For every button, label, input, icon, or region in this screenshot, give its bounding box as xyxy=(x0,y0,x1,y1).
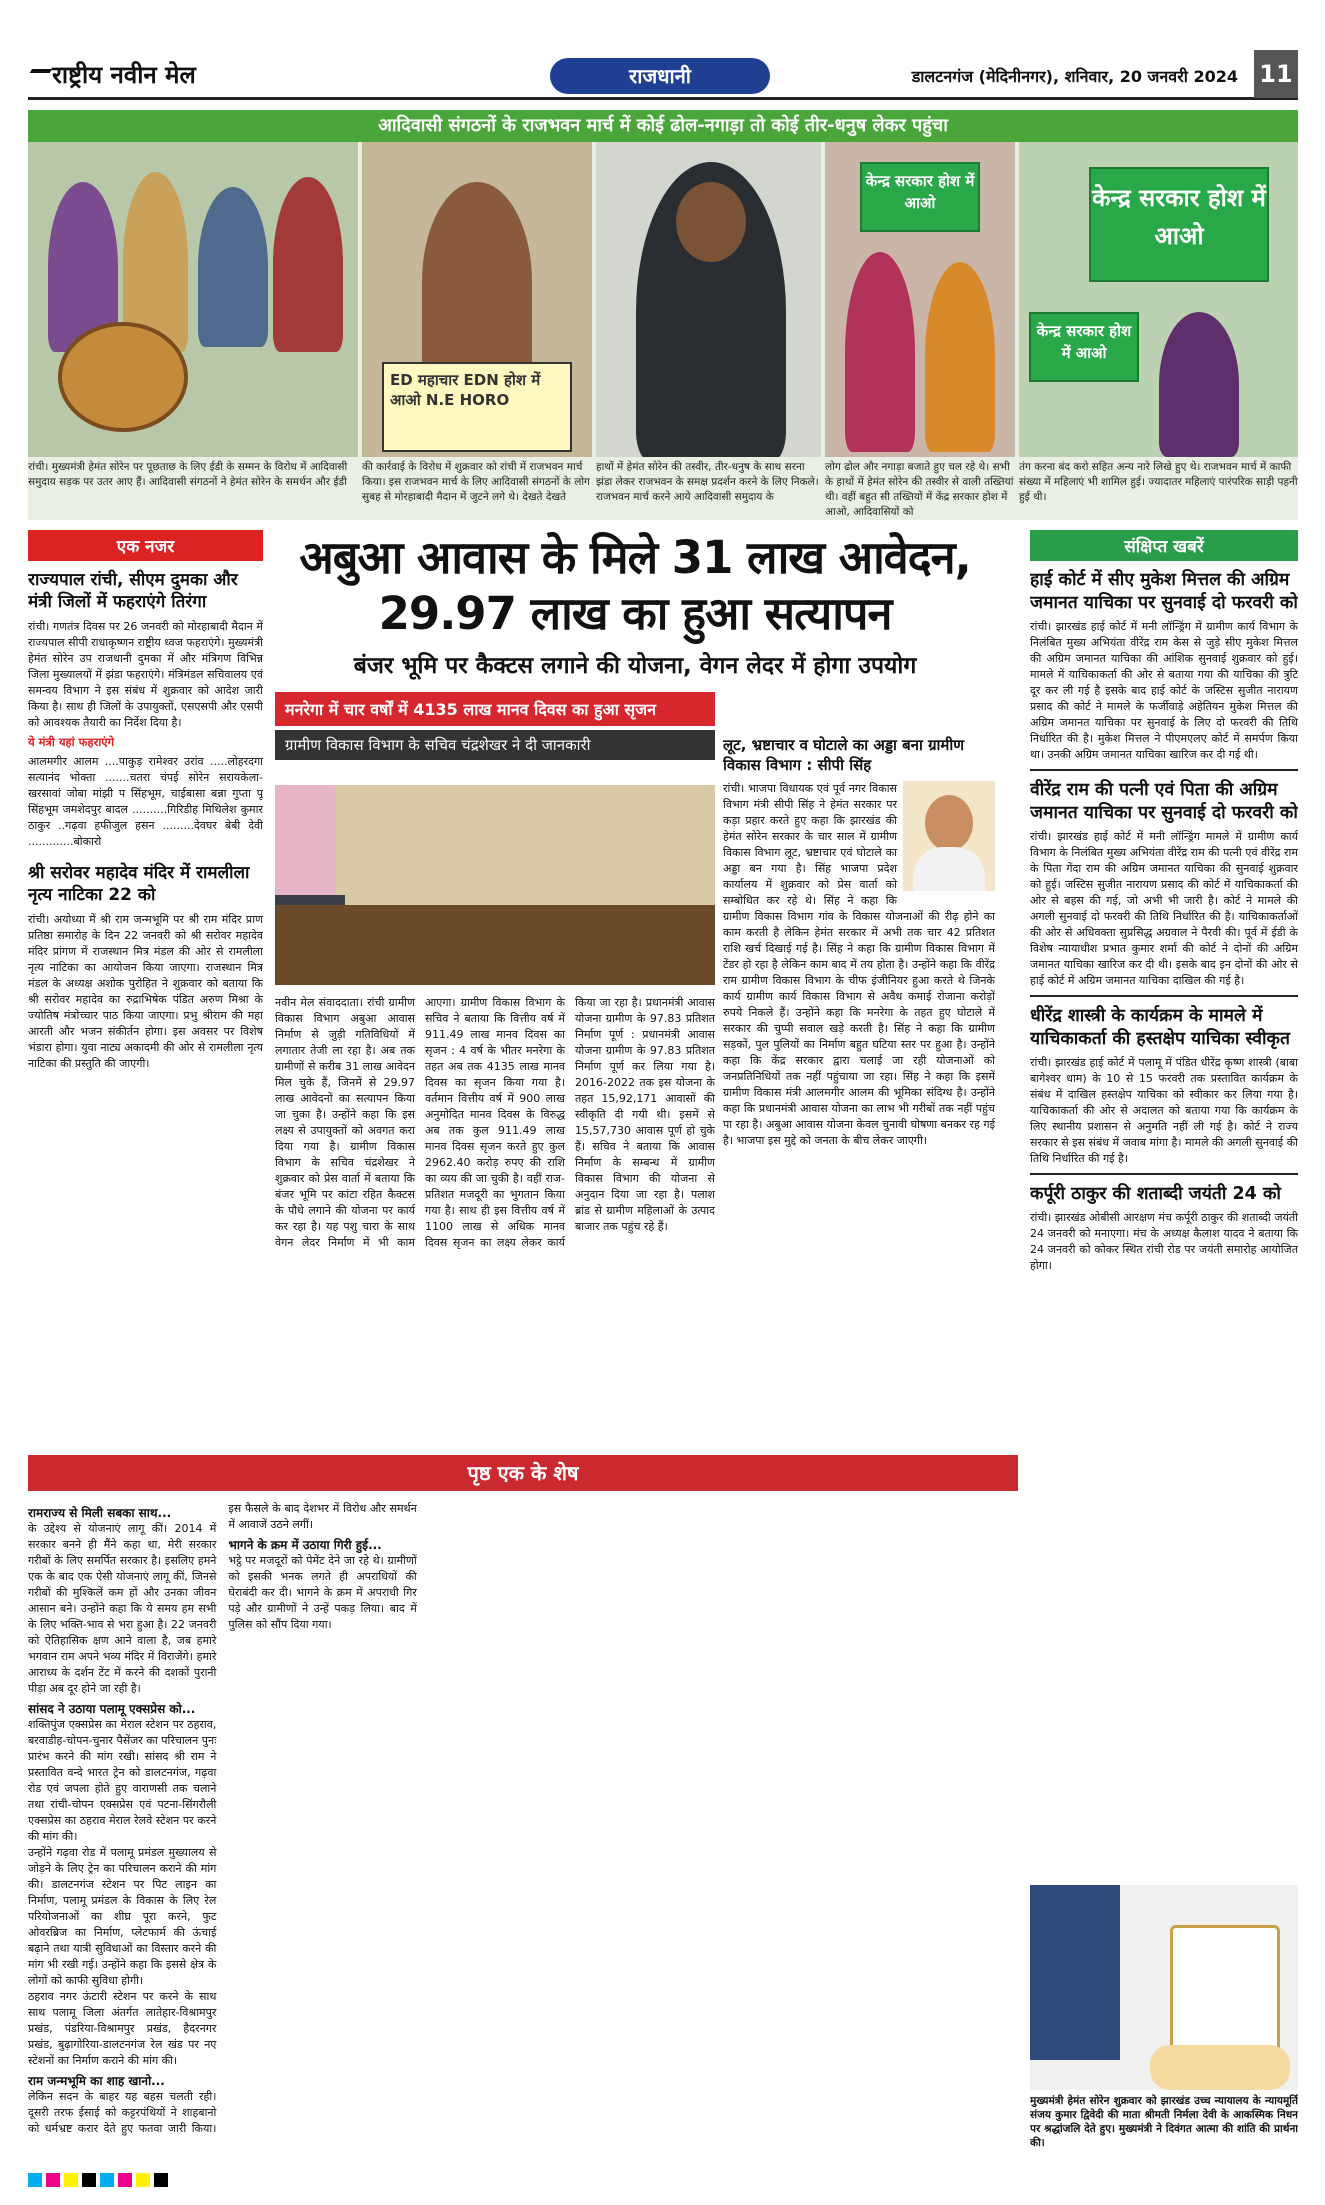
photo-caption: हाथों में हेमंत सोरेन की तस्वीर, तीर-धनुष के साथ सरना झंडा लेकर राजभवन के समक्ष प्रदर्शन करने के लिए निकले। राजभवन मार्च करने आये आदिवासी समुदाय के xyxy=(596,461,819,503)
continuation-subhead: सांसद ने उठाया पलामू एक्सप्रेस को... xyxy=(28,1702,196,1716)
photo-caption: रांची। मुख्यमंत्री हेमंत सोरेन पर पूछताछ के लिए ईडी के सम्मन के विरोध में आदिवासी समुदाय सड़क पर उतर आए हैं। आदिवासी संगठनों ने हेमंत सोरेन के समर्थन और ईडी xyxy=(28,461,348,488)
continuation-text: लेकिन सदन के बाहर यह बहस चलती रही। दूसरी तरफ ईसाई को कट्टरपंथियों ने शाहबानो को धर्मभ्रष्ट करार देते हुए फतवा जारी किया। इस फैसले के बाद देशभर में विरोध और समर्थन में आवाजें उठने लगीं। xyxy=(28,1502,417,2135)
lead-subhead: बंजर भूमि पर कैक्टस लगाने की योजना, वेगन लेदर में होगा उपयोग xyxy=(353,653,917,679)
continuation-subhead: रामराज्य से मिली सबका साथ... xyxy=(28,1506,172,1520)
photo-youth xyxy=(596,142,821,457)
brief-body: रांची। झारखंड ओबीसी आरक्षण मंच कर्पूरी ठाकुर की शताब्दी जयंती 24 जनवरी को मनाएगा। मंच के अध्यक्ष कैलाश यादव ने बताया कि 24 जनवरी को कोकर स्थित रांची रोड पर जयंती समारोह आयोजित होगा। xyxy=(1030,1211,1298,1272)
highlight-bar: मनरेगा में चार वर्षों में 4135 लाख मानव दिवस का हुआ सृजन xyxy=(275,692,715,726)
lead-headline: अबुआ आवास के मिले 31 लाख आवेदन, 29.97 लाख का हुआ सत्यापन xyxy=(299,531,971,640)
story-body: रांची। अयोध्या में श्री राम जन्मभूमि पर श्री राम मंदिर प्राण प्रतिष्ठा समारोह के दिन 22 जनवरी को श्री सरोवर महादेव मंदिर प्रांगण में राजस्थान मित्र मंडल की ओर से रामलीला नृत्य नाटिका का आयोजन किया जाएगा। राजस्थान मित्र मंडल के अध्यक्ष अशोक पुरोहित ने शुक्रवार को बताया कि श्री सरोवर महादेव का रुद्राभिषेक पंडित अरुण मिश्रा के ज्योतिष मंत्रोच्चार पाठ किया जाएगा। प्रभु श्रीराम की महा आरती और भजन संकीर्तन होगा। इस अवसर पर विशेष भंडारा होगा। युवा नाट्य अकादमी की ओर से रामलीला नृत्य नाटिका की प्रस्तुति की जाएगी। xyxy=(28,913,263,1070)
protest-sign-large: केन्द्र सरकार होश में आओ xyxy=(1089,167,1269,282)
photo-caption: तंग करना बंद करो सहित अन्य नारे लिखे हुए थे। राजभवन मार्च में काफी संख्या में महिलाएं भी शामिल हुई। ज्यादातर महिलाएं पारंपरिक साड़ी पहनी हुई थी। xyxy=(1019,461,1298,503)
side-story-body: रांची। भाजपा विधायक एवं पूर्व नगर विकास विभाग मंत्री सीपी सिंह ने हेमंत सरकार पर कड़ा प्रहार करते हुए कहा कि झारखंड की हेमंत सोरेन सरकार के चार साल में ग्रामीण विकास विभाग लूट, भ्रष्टाचार एवं घोटाले का अड्डा बन गया है। सिंह भाजपा प्रदेश कार्यालय में शुक्रवार को प्रेस वार्ता को सम्बोधित कर रहे थे। सिंह ने कहा कि ग्रामीण विकास विभाग गांव के विकास योजनाओं की रीढ़ होने का काम करती है लेकिन हेमंत सरकार में अभी तक चार 42 प्रतिशत राशि खर्च दिखाई गई है। सिंह ने कहा कि ग्रामीण विकास विभाग में टेंडर हो रहा है लेकिन काम बाद में तय होता है। उन्होंने कहा कि वीरेंद्र राम ग्रामीण विकास विभाग के चीफ इंजीनियर हुआ करते थे जिनके कार्य ग्रामीण कार्य विकास विभाग से अवैध कमाई रोजाना करोड़ों रुपये निकले हैं। उन्होंने कहा कि मनरेगा के तहत हुए घोटाले में सरकार की चुप्पी सवाल खड़े करती है। सिंह ने कहा कि ग्रामीण सड़कों, पुल पुलियों का निर्माण बहुत घटिया स्तर पर हुआ है। उन्होंने कहा कि केंद्र सरकार द्वारा चलाई जा रही योजनाओं को जनप्रतिनिधियों तक नहीं पहुंचाया जा रहा। सिंह ने कहा कि इसमें ग्रामीण विकास मंत्री आलमगीर आलम की भूमिका संदिग्ध है। उन्होंने कहा कि प्रधानमंत्री आवास योजना का लाभ भी गरीबों तक नहीं पहुंच पा रहा है। अबुआ आवास योजना केवल चुनावी घोषणा बनकर रह गई है। भाजपा इस मुद्दे को जनता के बीच लेकर जाएगी। xyxy=(723,782,995,1147)
continuation-text: उन्होंने गढ़वा रोड में पलामू प्रमंडल मुख्यालय से जोड़ने के लिए ट्रेन का परिचालन कराने की मांग की। डालटनगंज स्टेशन पर पिट लाइन का निर्माण, पलामू प्रमंडल के विकास के लिए रेल परियोजनाओं का शीघ्र पूरा करने, फुट ओवरब्रिज का निर्माण, प्लेटफार्म की ऊंचाई बढ़ाने तथा यात्री सुविधाओं का विस्तार करने की मांग भी रखी गई। उन्होंने कहा कि इससे क्षेत्र के लोगों को काफी सुविधा होगी। xyxy=(28,1846,217,1987)
photo-protester-placard xyxy=(362,142,592,457)
section-tag: एक नजर xyxy=(28,530,263,561)
photo-band xyxy=(28,110,1298,520)
continuation-section xyxy=(28,1455,1018,2160)
condolence-photo xyxy=(1030,1885,1298,2090)
continuation-heading: पृष्ठ एक के शेष xyxy=(28,1455,1018,1491)
story-headline: श्री सरोवर महादेव मंदिर में रामलीला नृत्य नाटिका 22 को xyxy=(28,863,250,905)
side-story xyxy=(723,735,995,1445)
photo-drummer xyxy=(28,142,358,457)
masthead xyxy=(28,50,1298,100)
print-color-bar xyxy=(28,2172,1298,2186)
portrait-photo xyxy=(903,781,995,891)
photo-sign-bearers xyxy=(1019,142,1298,457)
brief-headline: कर्पूरी ठाकुर की शताब्दी जयंती 24 को xyxy=(1030,1184,1281,1204)
continuation-text: भट्ठे पर मजदूरों को पेमेंट देने जा रहे थे। ग्रामीणों को इसकी भनक लगते ही अपराधियों की घेराबंदी कर दी। भागने के क्रम में अपराधी गिर पड़े और ग्रामीणों ने उन्हें पकड़ लिया। बाद में पुलिस को सौंप दिया गया। xyxy=(228,1554,417,1631)
condolence-caption: मुख्यमंत्री हेमंत सोरेन शुक्रवार को झारखंड उच्च न्यायालय के न्यायमूर्ति संजय कुमार द्विवेदी की माता श्रीमती निर्मला देवी के आकस्मिक निधन पर श्रद्धांजलि देते हुए। मुख्यमंत्री ने दिवंगत आत्मा की शांति की प्रार्थना की। xyxy=(1030,2095,1298,2149)
continuation-text: ठहराव नगर ऊंटारी स्टेशन पर करने के साथ साथ पलामू जिला अंतर्गत लातेहार-विश्रामपुर प्रखंड, पंडरिया-विश्रामपुर प्रखंड, हैदरनगर प्रखंड, बुढ़ागोरिया-डालटनगंज रेल खंड पर नए स्टेशनों का निर्माण कराने की मांग की। xyxy=(28,1990,217,2067)
brief-body: रांची। झारखंड हाई कोर्ट में पलामू में पंडित धीरेंद्र कृष्ण शास्त्री (बाबा बागेश्वर धाम) के 10 से 15 फरवरी तक प्रस्तावित कार्यक्रम के संबंध में दाखिल हस्तक्षेप याचिका को स्वीकार कर लिया गया है। याचिकाकर्ता की ओर से अदालत को बताया गया कि कार्यक्रम के लिए स्थानीय प्रशासन से अनुमति नहीं ली गई है। कोर्ट ने राज्य सरकार से इस संबंध में जवाब मांगा है। मामले की अगली सुनवाई की तिथि निर्धारित की गई है। xyxy=(1030,1056,1298,1165)
story-body: रांची। गणतंत्र दिवस पर 26 जनवरी को मोरहाबादी मैदान में राज्यपाल सीपी राधाकृष्णन राष्ट्रीय ध्वज फहराएंगे। मुख्यमंत्री हेमंत सोरेन उप राजधानी दुमका में और मंत्रिगण विभिन्न जिला मुख्यालयों में झंडा फहराएंगे। मंत्रिमंडल सचिवालय एवं समन्वय विभाग ने इस संबंध में शुक्रवार को आदेश जारी किया है। साथ ही जिलों के उपायुक्तों, एसएसपी और एसपी को आवश्यक तैयारी का निर्देश दिया है। xyxy=(28,620,263,729)
continuation-text: शक्तिपुंज एक्सप्रेस का मेराल स्टेशन पर ठहराव, बरवाडीह-चोपन-चुनार पैसेंजर का परिचालन पुनः प्रारंभ करने की मांग रखी। सांसद श्री राम ने प्रस्तावित वन्दे भारत ट्रेन को डालटनगंज, गढ़वा रोड एवं जपला होते हुए वाराणसी तक चलाने तथा रांची-चोपन एक्सप्रेस एवं पटना-सिंगरौली एक्सप्रेस का ठहराव मेराल रेलवे स्टेशन पर करने की मांग की। xyxy=(28,1718,217,1843)
photo-women xyxy=(825,142,1015,457)
continuation-subhead: राम जन्मभूमि का शाह खानो... xyxy=(28,2074,165,2088)
photo-band-headline: आदिवासी संगठनों के राजभवन मार्च में कोई ढोल-नगाड़ा तो कोई तीर-धनुष लेकर पहुंचा xyxy=(28,110,1298,142)
continuation-subhead: भागने के क्रम में उठाया गिरी हुई... xyxy=(228,1538,382,1552)
briefs-tag: संक्षिप्त खबरें xyxy=(1030,530,1298,561)
brief-headline: हाई कोर्ट में सीए मुकेश मित्तल की अग्रिम जमानत याचिका पर सुनवाई दो फरवरी को xyxy=(1030,570,1298,613)
protest-sign: केन्द्र सरकार होश में आओ xyxy=(860,162,980,232)
right-column xyxy=(1030,530,1298,2160)
left-column xyxy=(28,530,263,1445)
side-story-headline: लूट, भ्रष्टाचार व घोटाले का अड्डा बना ग्रामीण विकास विभाग : सीपी सिंह xyxy=(723,736,965,774)
continuation-text: के उद्देश्य से योजनाएं लागू कीं। 2014 में सरकार बनने ही मैंने कहा था, मेरी सरकार गरीबों के लिए समर्पित सरकार है। इसलिए हमने एक के बाद एक ऐसी योजनाएं लागू कीं, जिनसे गरीबों की मुश्किलें कम हों और उनका जीवन आसान बने। उन्होंने कहा कि ये समय हम सभी के लिए भक्ति-भाव से भरा हुआ है। 22 जनवरी को ऐतिहासिक क्षण आने वाला है, जब हमारे भगवान राम अपने भव्य मंदिर में विराजेंगे। हमारे आराध्य के दर्शन टेंट में करने की दशकों पुरानी पीड़ा अब दूर होने जा रही है। xyxy=(28,1522,217,1695)
lead-story xyxy=(275,530,995,1445)
dateline: डालटनगंज (मेदिनीनगर), शनिवार, 20 जनवरी 2024 xyxy=(911,67,1238,86)
press-conference-photo xyxy=(275,785,715,985)
placard: ED महाचार EDN होश में आओ N.E HORO xyxy=(382,362,572,452)
photo-caption: की कार्रवाई के विरोध में शुक्रवार को रांची में राजभवन मार्च किया। इस राजभवन मार्च के लिए आदिवासी संगठनों के लोग सुबह से मोरहाबादी मैदान में जुटने लगे थे। देखते देखते xyxy=(362,461,590,503)
minister-list: आलमगीर आलम ....पाकुड़ रामेश्वर उरांव .....लोहरदगा सत्यानंद भोक्ता .......चतरा चंपई सोरेन सरायकेला-खरसावां जोबा मांझी प सिंहभूम, चाईबासा बन्ना गुप्ता पू सिंहभूम जमशेदपुर बादल ..........गिरिडीह मिथिलेश कुमार ठाकुर ..गढ़वा हफीजुल हसन .........देवघर बेबी देवी .............बोकारो xyxy=(28,755,263,848)
story-subhead: ये मंत्री यहां फहराएंगे xyxy=(28,735,115,749)
brief-body: रांची। झारखंड हाई कोर्ट में मनी लॉन्ड्रिंग में ग्रामीण कार्य विभाग के निलंबित मुख्य अभियंता वीरेंद्र राम केस से जुड़े सीए मुकेश मित्तल की अग्रिम जमानत याचिका की आंशिक सुनवाई शुक्रवार को हुई। मामले में याचिकाकर्ता की ओर से बताया गया की याचिका की त्रुटि दूर कर ली गई है इसके बाद हाई कोर्ट के जस्टिस सुजीत नारायण प्रसाद की कोर्ट ने मामले के फर्जीवाड़े अहेतियन मुकेश मित्तल की अग्रिम जमानत याचिका पर सुनवाई के लिए दो फरवरी की तिथि निर्धारित की है। मुकेश मित्तल ने पीएमएलए कोर्ट में समर्पण किया था। उनकी अग्रिम जमानत याचिका खारिज कर दी गई थी। xyxy=(1030,620,1298,761)
drum-icon xyxy=(58,322,188,432)
lead-body: नवीन मेल संवाददाता। रांची ग्रामीण विकास विभाग अबुआ आवास निर्माण से जुड़ी गतिविधियों में लगातार तेजी ला रहा है। अब तक ग्रामीणों से करीब 31 लाख आवेदन मिल चुके हैं, जिनमें से 29.97 लाख आवेदनों का सत्यापन किया जा चुका है। उन्होंने कहा कि इस लक्ष्य से उपायुक्तों को अवगत करा दिया गया है। ग्रामीण विकास विभाग के सचिव चंद्रशेखर ने शुक्रवार को प्रेस वार्ता में बताया कि बंजर भूमि पर कांटा रहित कैक्टस के पौधे लगाने की योजना पर कार्य कर रहा है। यह पशु चारा के साथ वेगन लेदर निर्माण में भी काम आएगा। ग्रामीण विकास विभाग के सचिव ने बताया कि वित्तीय वर्ष में 911.49 लाख मानव दिवस का सृजन : 4 वर्ष के भीतर मनरेगा के तहत अब तक 4135 लाख मानव दिवस का सृजन किया गया है। वर्तमान वित्तीय वर्ष में 900 लाख अनुमोदित मानव दिवस के विरुद्ध अब तक कुल 911.49 लाख मानव दिवस सृजन करते हुए कुल 2962.40 करोड़ रुपए की राशि का व्यय की जा चुकी है। वहीं राज-प्रतिशत मजदूरी का भुगतान किया गया है। साथ ही इस वित्तीय वर्ष में 1100 लाख से अधिक मानव दिवस सृजन का लक्ष्य लेकर कार्य किया जा रहा है। प्रधानमंत्री आवास योजना ग्रामीण के 97.83 प्रतिशत निर्माण पूर्ण : प्रधानमंत्री आवास योजना ग्रामीण के 97.83 प्रतिशत निर्माण पूर्ण कर लिया गया है। 2016-2022 तक इस योजना के तहत 15,92,171 आवासों की स्वीकृति दी गयी थी। इसमें से 15,57,730 आवास पूर्ण हो चुके हैं। सचिव ने बताया कि आवास निर्माण के सम्बन्ध में ग्रामीण विकास विभाग की योजना से अनुदान दिया जा रहा है। पलाश ब्रांड से ग्रामीण महिलाओं के उत्पाद बाजार तक पहुंच रहे हैं। xyxy=(275,996,715,1249)
photo-caption: लोग ढोल और नगाड़ा बजाते हुए चल रहे थे। सभी के हाथों में हेमंत सोरेन की तस्वीर से वाली तख्तियां थी। वहीं बहुत सी तख्तियों में केंद्र सरकार होश में आओ, आदिवासियों को xyxy=(825,461,1014,518)
story-headline: राज्यपाल रांची, सीएम दुमका और मंत्री जिलों में फहराएंगे तिरंगा xyxy=(28,570,238,612)
brief-headline: धीरेंद्र शास्त्री के कार्यक्रम के मामले में याचिकाकर्ता की हस्तक्षेप याचिका स्वीकृत xyxy=(1030,1006,1290,1049)
condolence-block xyxy=(1030,1885,1298,2160)
brand-name: राष्ट्रीय नवीन मेल xyxy=(52,60,196,89)
brief-headline: वीरेंद्र राम की पत्नी एवं पिता की अग्रिम जमानत याचिका पर सुनवाई दो फरवरी को xyxy=(1030,780,1298,823)
continuation-columns xyxy=(28,1501,1018,2151)
highlight-bar-dark: ग्रामीण विकास विभाग के सचिव चंद्रशेखर ने दी जानकारी xyxy=(275,730,715,760)
bird-logo-icon xyxy=(24,69,52,83)
page-number: 11 xyxy=(1254,50,1298,98)
brief-body: रांची। झारखंड हाई कोर्ट में मनी लॉन्ड्रिंग मामले में ग्रामीण कार्य विभाग के निलंबित मुख्य अभियंता वीरेंद्र राम की पत्नी एवं वीरेंद्र राम के पिता गेंदा राम की अग्रिम जमानत याचिका की सुनवाई शुक्रवार को हुई। जस्टिस सुजीत नारायण प्रसाद की कोर्ट में याचिकाकर्ता की ओर से बहस की गई, जो अभी भी जारी है। कोर्ट ने मामले की अगली सुनवाई दो फरवरी की तिथि निर्धारित की है। याचिकाकर्ताओं की ओर से अधिवक्ता सुप्रसिद्ध अग्रवाल ने पैरवी की। पूर्व में ईडी के विशेष न्यायाधीश प्रभात कुमार शर्मा की कोर्ट ने दोनों की अग्रिम जमानत याचिका खारिज कर दी थी। इसके बाद इन दोनों की ओर से हाई कोर्ट में अग्रिम जमानत याचिका दाखिल की गई है। xyxy=(1030,830,1298,987)
protest-sign-small: केन्द्र सरकार होश में आओ xyxy=(1029,312,1139,382)
newspaper-brand xyxy=(28,58,196,91)
section-label: राजधानी xyxy=(550,58,770,94)
